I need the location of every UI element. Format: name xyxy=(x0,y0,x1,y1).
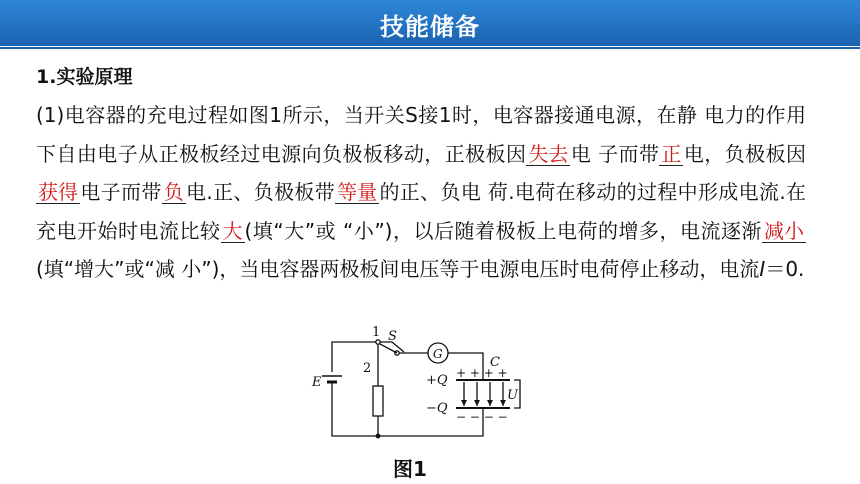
text-segment: 的正、负电 xyxy=(379,180,482,205)
field-arrow xyxy=(461,400,467,406)
text-segment: ＝0. xyxy=(765,257,805,282)
label-g: G xyxy=(433,347,443,361)
label-minus-q: −Q xyxy=(426,401,448,416)
label-2: 2 xyxy=(363,361,372,376)
label-e: E xyxy=(312,375,322,390)
text-segment: 电.正、负极板带 xyxy=(185,180,336,205)
text-segment: 电 xyxy=(570,141,592,166)
answer-blank: 正 xyxy=(661,141,682,166)
text-segment: (1)电容器的充电过程如图1所示，当开关S接1时，电容器接通电源，在静 xyxy=(36,103,698,127)
text-segment: 子而带 xyxy=(598,141,660,166)
resistor xyxy=(373,386,383,416)
field-arrow xyxy=(474,400,480,406)
section-heading: 1.实验原理 xyxy=(36,66,133,88)
answer-blank: 获得 xyxy=(38,180,78,205)
minus-charges: − − − − xyxy=(456,410,508,424)
label-u: U xyxy=(507,388,518,403)
answer-blank: 大 xyxy=(222,218,243,243)
contact-1 xyxy=(376,340,380,344)
field-arrow xyxy=(500,400,506,406)
plus-charges: + + + + xyxy=(456,366,508,380)
label-s: S xyxy=(388,329,397,344)
answer-blank: 失去 xyxy=(528,141,569,166)
text-segment: (填“增大”或“减 xyxy=(36,257,175,282)
field-arrow xyxy=(487,400,493,406)
label-1: 1 xyxy=(372,325,381,340)
current-symbol: I xyxy=(759,257,766,282)
text-segment: 小”)，当电容器两极板间电压等于电源电压时电荷停止移动，电流 xyxy=(181,257,760,282)
label-plus-q: +Q xyxy=(426,373,448,388)
body-paragraph xyxy=(36,96,806,289)
label-c: C xyxy=(490,355,500,370)
banner-underline xyxy=(0,47,860,49)
text-segment: “小”)，以后随着极板上电荷的增多，电流逐渐 xyxy=(342,218,763,243)
text-segment: 电力的作用下自由电子从正极板经过电源向负极板移动，正极板因 xyxy=(36,103,806,166)
answer-blank: 减小 xyxy=(764,218,805,243)
junction-dot xyxy=(376,434,381,439)
circuit-diagram xyxy=(300,320,530,448)
text-segment: 电，负极板因 xyxy=(683,141,807,166)
switch-blade xyxy=(380,344,397,353)
answer-blank: 等量 xyxy=(337,180,378,205)
text-segment: (填“大”或 xyxy=(244,218,337,243)
answer-blank: 负 xyxy=(163,180,184,205)
text-segment: 电子而带 xyxy=(80,180,162,205)
figure-caption: 图1 xyxy=(393,457,427,481)
text-segment: 荷.电荷在移动的过程中形成电流.在充电开始时电流比较 xyxy=(36,180,807,243)
banner-title: 技能储备 xyxy=(380,13,480,41)
